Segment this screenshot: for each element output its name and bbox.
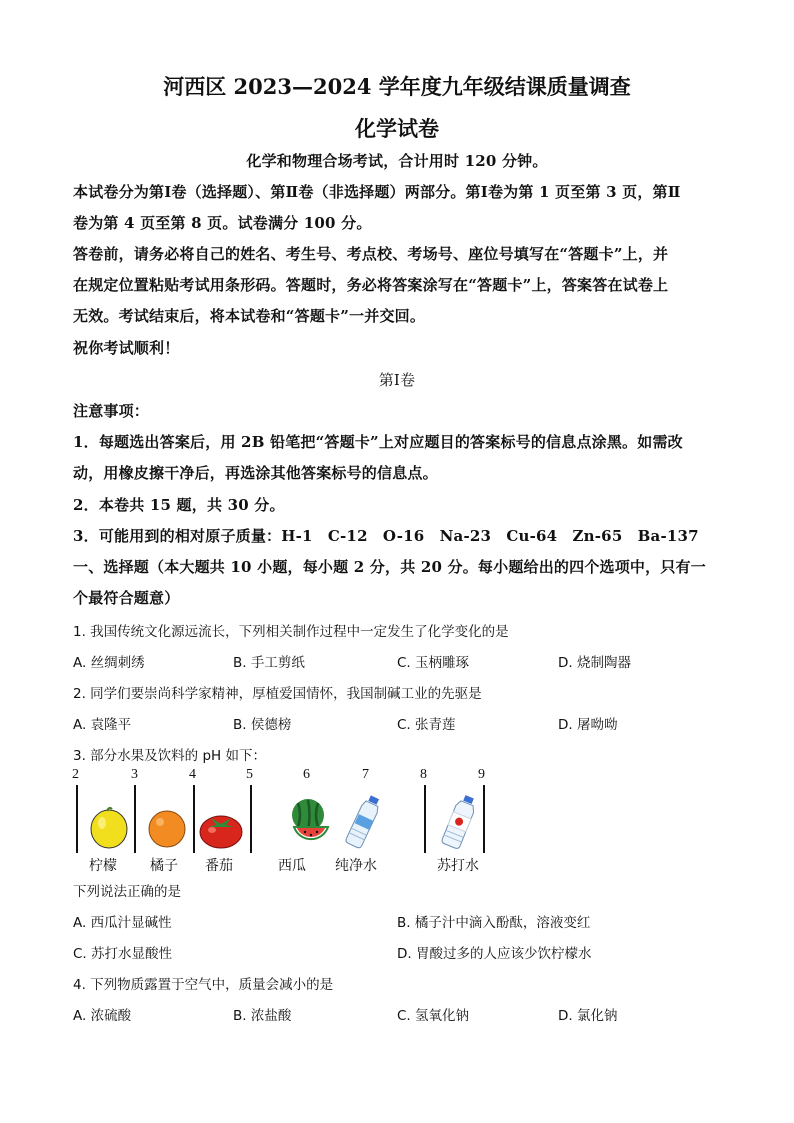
water-bottle-icon xyxy=(342,793,386,851)
question-stem: 4. 下列物质露置于空气中，质量会减小的是 xyxy=(73,977,334,993)
question-stem: 1. 我国传统文化源远流长，下列相关制作过程中一定发生了化学变化的是 xyxy=(73,624,509,640)
option-c: C. 苏打水显酸性 xyxy=(73,946,173,962)
option-c: C. 张青莲 xyxy=(397,717,456,733)
intro-line: 答卷前，请务必将自己的姓名、考生号、考点校、考场号、座位号填写在“答题卡”上，并 xyxy=(73,245,669,263)
option-b: B. 侯德榜 xyxy=(233,717,292,733)
soda-water-bottle-icon xyxy=(437,793,483,851)
option-d: D. 胃酸过多的人应该少饮柠檬水 xyxy=(397,946,592,962)
option-a: A. 丝绸刺绣 xyxy=(73,655,145,671)
ph-tick-line xyxy=(483,785,485,853)
ph-tick-label: 4 xyxy=(189,767,196,782)
ph-tick-label: 8 xyxy=(420,767,427,782)
fruit-label: 纯净水 xyxy=(335,858,377,874)
intro-line: 在规定位置粘贴考试用条形码。答题时，务必将答案涂写在“答题卡”上，答案答在试卷上 xyxy=(73,276,669,294)
option-d: D. 氯化钠 xyxy=(558,1008,618,1024)
fruit-label: 苏打水 xyxy=(437,858,479,874)
exam-note: 化学和物理合场考试，合计用时 120 分钟。 xyxy=(246,152,548,170)
part-heading: 一、选择题（本大题共 10 小题，每小题 2 分，共 20 分。每小题给出的四个选项中，只有一 xyxy=(73,558,706,576)
option-b: B. 橘子汁中滴入酚酞，溶液变红 xyxy=(397,915,591,931)
ph-tick-label: 7 xyxy=(362,767,369,782)
wish-text: 祝你考试顺利！ xyxy=(73,339,180,357)
ph-tick-line xyxy=(193,785,195,853)
fruit-label: 橘子 xyxy=(150,858,178,874)
option-a: A. 袁隆平 xyxy=(73,717,132,733)
part-heading: 个最符合题意） xyxy=(73,589,180,607)
option-c: C. 氢氧化钠 xyxy=(397,1008,470,1024)
fruit-label: 西瓜 xyxy=(278,858,306,874)
intro-line: 本试卷分为第Ⅰ卷（选择题）、第Ⅱ卷（非选择题）两部分。第Ⅰ卷为第 1 页至第 3 页，第Ⅱ xyxy=(73,183,681,201)
ph-tick-line xyxy=(424,785,426,853)
ph-tick-line xyxy=(76,785,78,853)
option-b: B. 浓盐酸 xyxy=(233,1008,292,1024)
orange-icon xyxy=(146,808,188,850)
watermelon-icon xyxy=(288,797,332,843)
question-stem: 2. 同学们要崇尚科学家精神，厚植爱国情怀，我国制碱工业的先驱是 xyxy=(73,686,482,702)
fruit-label: 柠檬 xyxy=(89,858,117,874)
question-follow: 下列说法正确的是 xyxy=(73,884,181,900)
option-a: A. 西瓜汁显碱性 xyxy=(73,915,172,931)
option-d: D. 烧制陶器 xyxy=(558,655,631,671)
question-stem: 3. 部分水果及饮料的 pH 如下： xyxy=(73,748,266,764)
tomato-icon xyxy=(197,808,245,850)
notice-title: 注意事项： xyxy=(73,402,150,420)
ph-tick-label: 9 xyxy=(478,767,485,782)
option-b: B. 手工剪纸 xyxy=(233,655,305,671)
notice-item: 2．本卷共 15 题，共 30 分。 xyxy=(73,496,285,514)
lemon-icon xyxy=(87,803,131,851)
ph-tick-label: 2 xyxy=(72,767,79,782)
intro-line: 无效。考试结束后，将本试卷和“答题卡”一并交回。 xyxy=(73,307,426,325)
ph-tick-label: 6 xyxy=(303,767,310,782)
section-title: 第Ⅰ卷 xyxy=(378,371,416,389)
option-d: D. 屠呦呦 xyxy=(558,717,618,733)
notice-item: 动，用橡皮擦干净后，再选涂其他答案标号的信息点。 xyxy=(73,464,438,482)
option-c: C. 玉柄雕琢 xyxy=(397,655,470,671)
page-title: 河西区 2023—2024 学年度九年级结课质量调查 xyxy=(163,74,631,99)
ph-tick-label: 3 xyxy=(131,767,138,782)
option-a: A. 浓硫酸 xyxy=(73,1008,132,1024)
fruit-label: 番茄 xyxy=(205,858,233,874)
notice-item: 1．每题选出答案后，用 2B 铅笔把“答题卡”上对应题目的答案标号的信息点涂黑。如需改 xyxy=(73,433,683,451)
page-subtitle: 化学试卷 xyxy=(355,116,439,141)
notice-item: 3．可能用到的相对原子质量：H-1 C-12 O-16 Na-23 Cu-64 Zn-65 Ba-137 xyxy=(73,527,699,545)
ph-tick-line xyxy=(250,785,252,853)
ph-tick-line xyxy=(134,785,136,853)
ph-tick-label: 5 xyxy=(246,767,253,782)
intro-line: 卷为第 4 页至第 8 页。试卷满分 100 分。 xyxy=(73,214,372,232)
